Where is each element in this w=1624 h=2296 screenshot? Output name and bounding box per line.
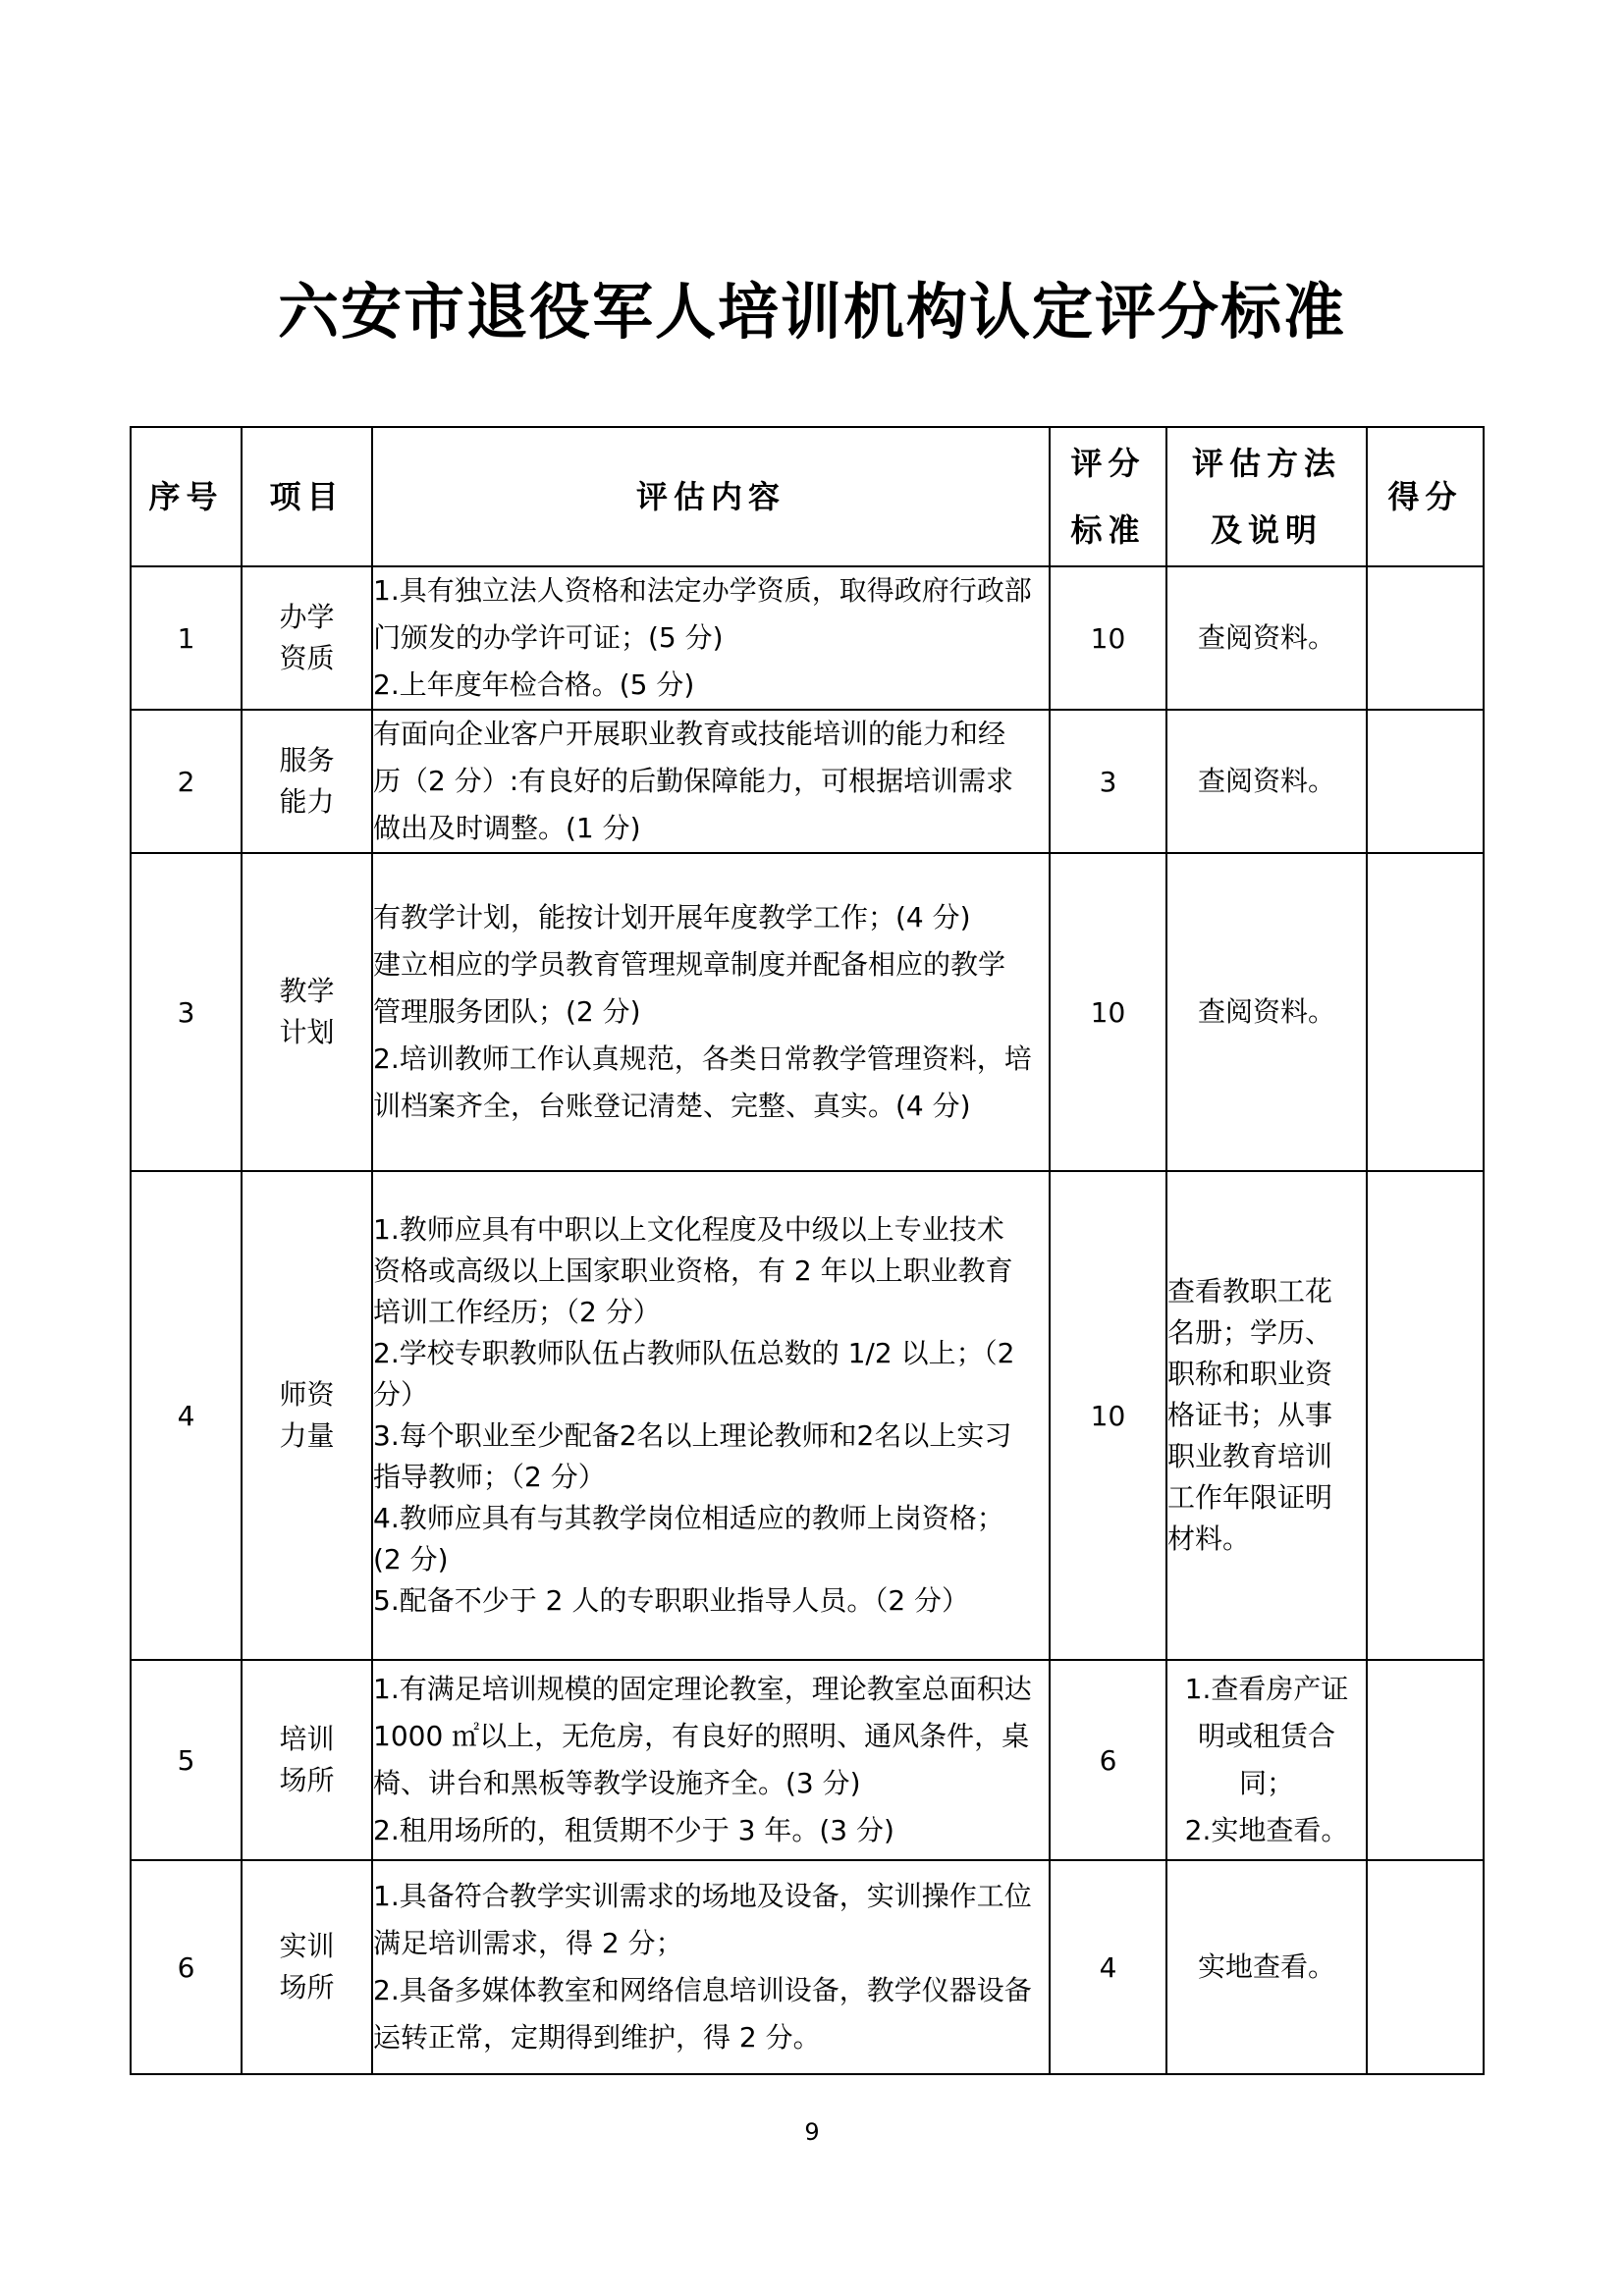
- content-line: 1.教师应具有中职以上文化程度及中级以上专业技术: [373, 1213, 1004, 1246]
- content-line: 1.具有独立法人资格和法定办学资质，取得政府行政部: [373, 574, 1032, 607]
- content-line: 3.每个职业至少配备2名以上理论教师和2名以上实习: [373, 1419, 1012, 1452]
- page-title: 六安市退役军人培训机构认定评分标准: [277, 276, 1346, 347]
- header-method: [1166, 427, 1367, 566]
- method-line: 查看教职工花: [1167, 1275, 1333, 1308]
- row-score: 10: [1050, 566, 1166, 710]
- content-line: 1000 ㎡以上，无危房，有良好的照明、通风条件，桌: [373, 1720, 1030, 1752]
- content-line: 训档案齐全，台账登记清楚、完整、真实。(4 分): [373, 1090, 971, 1122]
- method-line: 职业教育培训: [1167, 1440, 1333, 1472]
- row-content: [372, 1171, 1050, 1660]
- header-index: 序号: [131, 427, 242, 566]
- row-item-line: 能力: [279, 785, 335, 818]
- content-line: 2.具备多媒体教室和网络信息培训设备，教学仪器设备: [373, 1974, 1032, 2006]
- table-row: [131, 566, 1484, 710]
- content-line: 2.上年度年检合格。(5 分): [373, 668, 695, 701]
- content-line: 门颁发的办学许可证；(5 分): [373, 621, 724, 654]
- content-line: 培训工作经历；（2 分）: [373, 1296, 661, 1328]
- row-item-line: 计划: [279, 1016, 335, 1048]
- row-score: 10: [1050, 853, 1166, 1171]
- method-line: 工作年限证明: [1167, 1481, 1333, 1514]
- method-line: 查阅资料。: [1197, 995, 1335, 1028]
- row-method: [1166, 566, 1367, 710]
- content-line: 指导教师；（2 分）: [373, 1461, 606, 1493]
- row-score: 4: [1050, 1860, 1166, 2074]
- row-method: [1166, 1660, 1367, 1860]
- row-got: [1367, 1171, 1484, 1660]
- content-line: (2 分): [373, 1543, 449, 1575]
- method-line: 2.实地查看。: [1184, 1814, 1349, 1846]
- header-method-line-1: 评估方法: [1191, 445, 1341, 482]
- row-item-line: 实训: [279, 1930, 335, 1962]
- row-score: 10: [1050, 1171, 1166, 1660]
- row-got: [1367, 566, 1484, 710]
- method-line: 1.查看房产证: [1184, 1673, 1349, 1705]
- content-line: 有面向企业客户开展职业教育或技能培训的能力和经: [373, 718, 1006, 750]
- content-line: 5.配备不少于 2 人的专职职业指导人员。（2 分）: [373, 1584, 970, 1617]
- content-line: 分）: [373, 1378, 429, 1411]
- row-item-line: 场所: [279, 1971, 335, 2003]
- content-line: 椅、讲台和黑板等教学设施齐全。(3 分): [373, 1767, 861, 1799]
- method-line: 材料。: [1167, 1522, 1251, 1555]
- row-item-line: 培训: [279, 1723, 335, 1755]
- table-row: [131, 853, 1484, 1171]
- table-row: [131, 1660, 1484, 1860]
- row-item-line: 力量: [279, 1419, 335, 1452]
- row-content: [372, 710, 1050, 853]
- row-content: [372, 853, 1050, 1171]
- content-line: 历（2 分）:有良好的后勤保障能力，可根据培训需求: [373, 765, 1014, 797]
- content-line: 1.具备符合教学实训需求的场地及设备，实训操作工位: [373, 1880, 1032, 1912]
- content-line: 做出及时调整。(1 分): [373, 812, 641, 844]
- header-score-line-2: 标准: [1070, 511, 1146, 549]
- table-row: [131, 710, 1484, 853]
- header-item: 项目: [242, 427, 372, 566]
- table-row: [131, 1860, 1484, 2074]
- row-score: 6: [1050, 1660, 1166, 1860]
- content-line: 资格或高级以上国家职业资格，有 2 年以上职业教育: [373, 1255, 1013, 1287]
- row-item: [242, 853, 372, 1171]
- header-method-line-2: 及说明: [1210, 511, 1323, 549]
- row-method: [1166, 710, 1367, 853]
- content-line: 有教学计划，能按计划开展年度教学工作；(4 分): [373, 901, 971, 934]
- method-line: 查阅资料。: [1197, 765, 1335, 797]
- row-content: [372, 1660, 1050, 1860]
- content-line: 建立相应的学员教育管理规章制度并配备相应的教学: [373, 948, 1006, 981]
- content-line: 2.学校专职教师队伍占教师队伍总数的 1/2 以上；（2: [373, 1337, 1015, 1369]
- method-line: 实地查看。: [1197, 1950, 1335, 1983]
- content-line: 1.有满足培训规模的固定理论教室，理论教室总面积达: [373, 1673, 1032, 1705]
- method-line: 查阅资料。: [1197, 621, 1335, 654]
- row-method: [1166, 853, 1367, 1171]
- row-item: [242, 1171, 372, 1660]
- method-line: 格证书；从事: [1167, 1399, 1333, 1431]
- method-line: 同；: [1238, 1767, 1294, 1799]
- header-got: 得分: [1367, 427, 1484, 566]
- header-content: 评估内容: [372, 427, 1050, 566]
- method-line: 名册；学历、: [1167, 1316, 1333, 1349]
- content-line: 管理服务团队；(2 分): [373, 995, 641, 1028]
- row-item-line: 师资: [279, 1378, 335, 1411]
- row-index: 2: [131, 710, 242, 853]
- page-number: 9: [804, 2118, 820, 2146]
- row-got: [1367, 710, 1484, 853]
- row-item-line: 场所: [279, 1764, 335, 1796]
- header-score: [1050, 427, 1166, 566]
- row-index: 1: [131, 566, 242, 710]
- row-score: 3: [1050, 710, 1166, 853]
- method-line: 职称和职业资: [1167, 1358, 1333, 1390]
- method-line: 明或租赁合: [1197, 1720, 1335, 1752]
- table-header-row: [131, 427, 1484, 566]
- row-index: 3: [131, 853, 242, 1171]
- row-got: [1367, 1860, 1484, 2074]
- header-score-line-1: 评分: [1070, 445, 1146, 482]
- row-method: [1166, 1860, 1367, 2074]
- row-got: [1367, 1660, 1484, 1860]
- row-item: [242, 566, 372, 710]
- content-line: 满足培训需求，得 2 分；: [373, 1927, 683, 1959]
- table-row: [131, 1171, 1484, 1660]
- row-content: [372, 566, 1050, 710]
- row-item: [242, 1660, 372, 1860]
- row-got: [1367, 853, 1484, 1171]
- row-index: 4: [131, 1171, 242, 1660]
- row-method: [1166, 1171, 1367, 1660]
- row-index: 5: [131, 1660, 242, 1860]
- row-index: 6: [131, 1860, 242, 2074]
- content-line: 运转正常，定期得到维护，得 2 分。: [373, 2021, 821, 2054]
- scoring-table: [130, 426, 1485, 2075]
- content-line: 2.租用场所的，租赁期不少于 3 年。(3 分): [373, 1814, 894, 1846]
- row-item-line: 资质: [279, 642, 335, 674]
- content-line: 4.教师应具有与其教学岗位相适应的教师上岗资格；: [373, 1502, 1004, 1534]
- row-item: [242, 710, 372, 853]
- row-item: [242, 1860, 372, 2074]
- content-line: 2.培训教师工作认真规范，各类日常教学管理资料，培: [373, 1042, 1032, 1075]
- row-item-line: 服务: [279, 744, 335, 776]
- row-item-line: 办学: [279, 601, 335, 633]
- row-content: [372, 1860, 1050, 2074]
- row-item-line: 教学: [279, 975, 335, 1007]
